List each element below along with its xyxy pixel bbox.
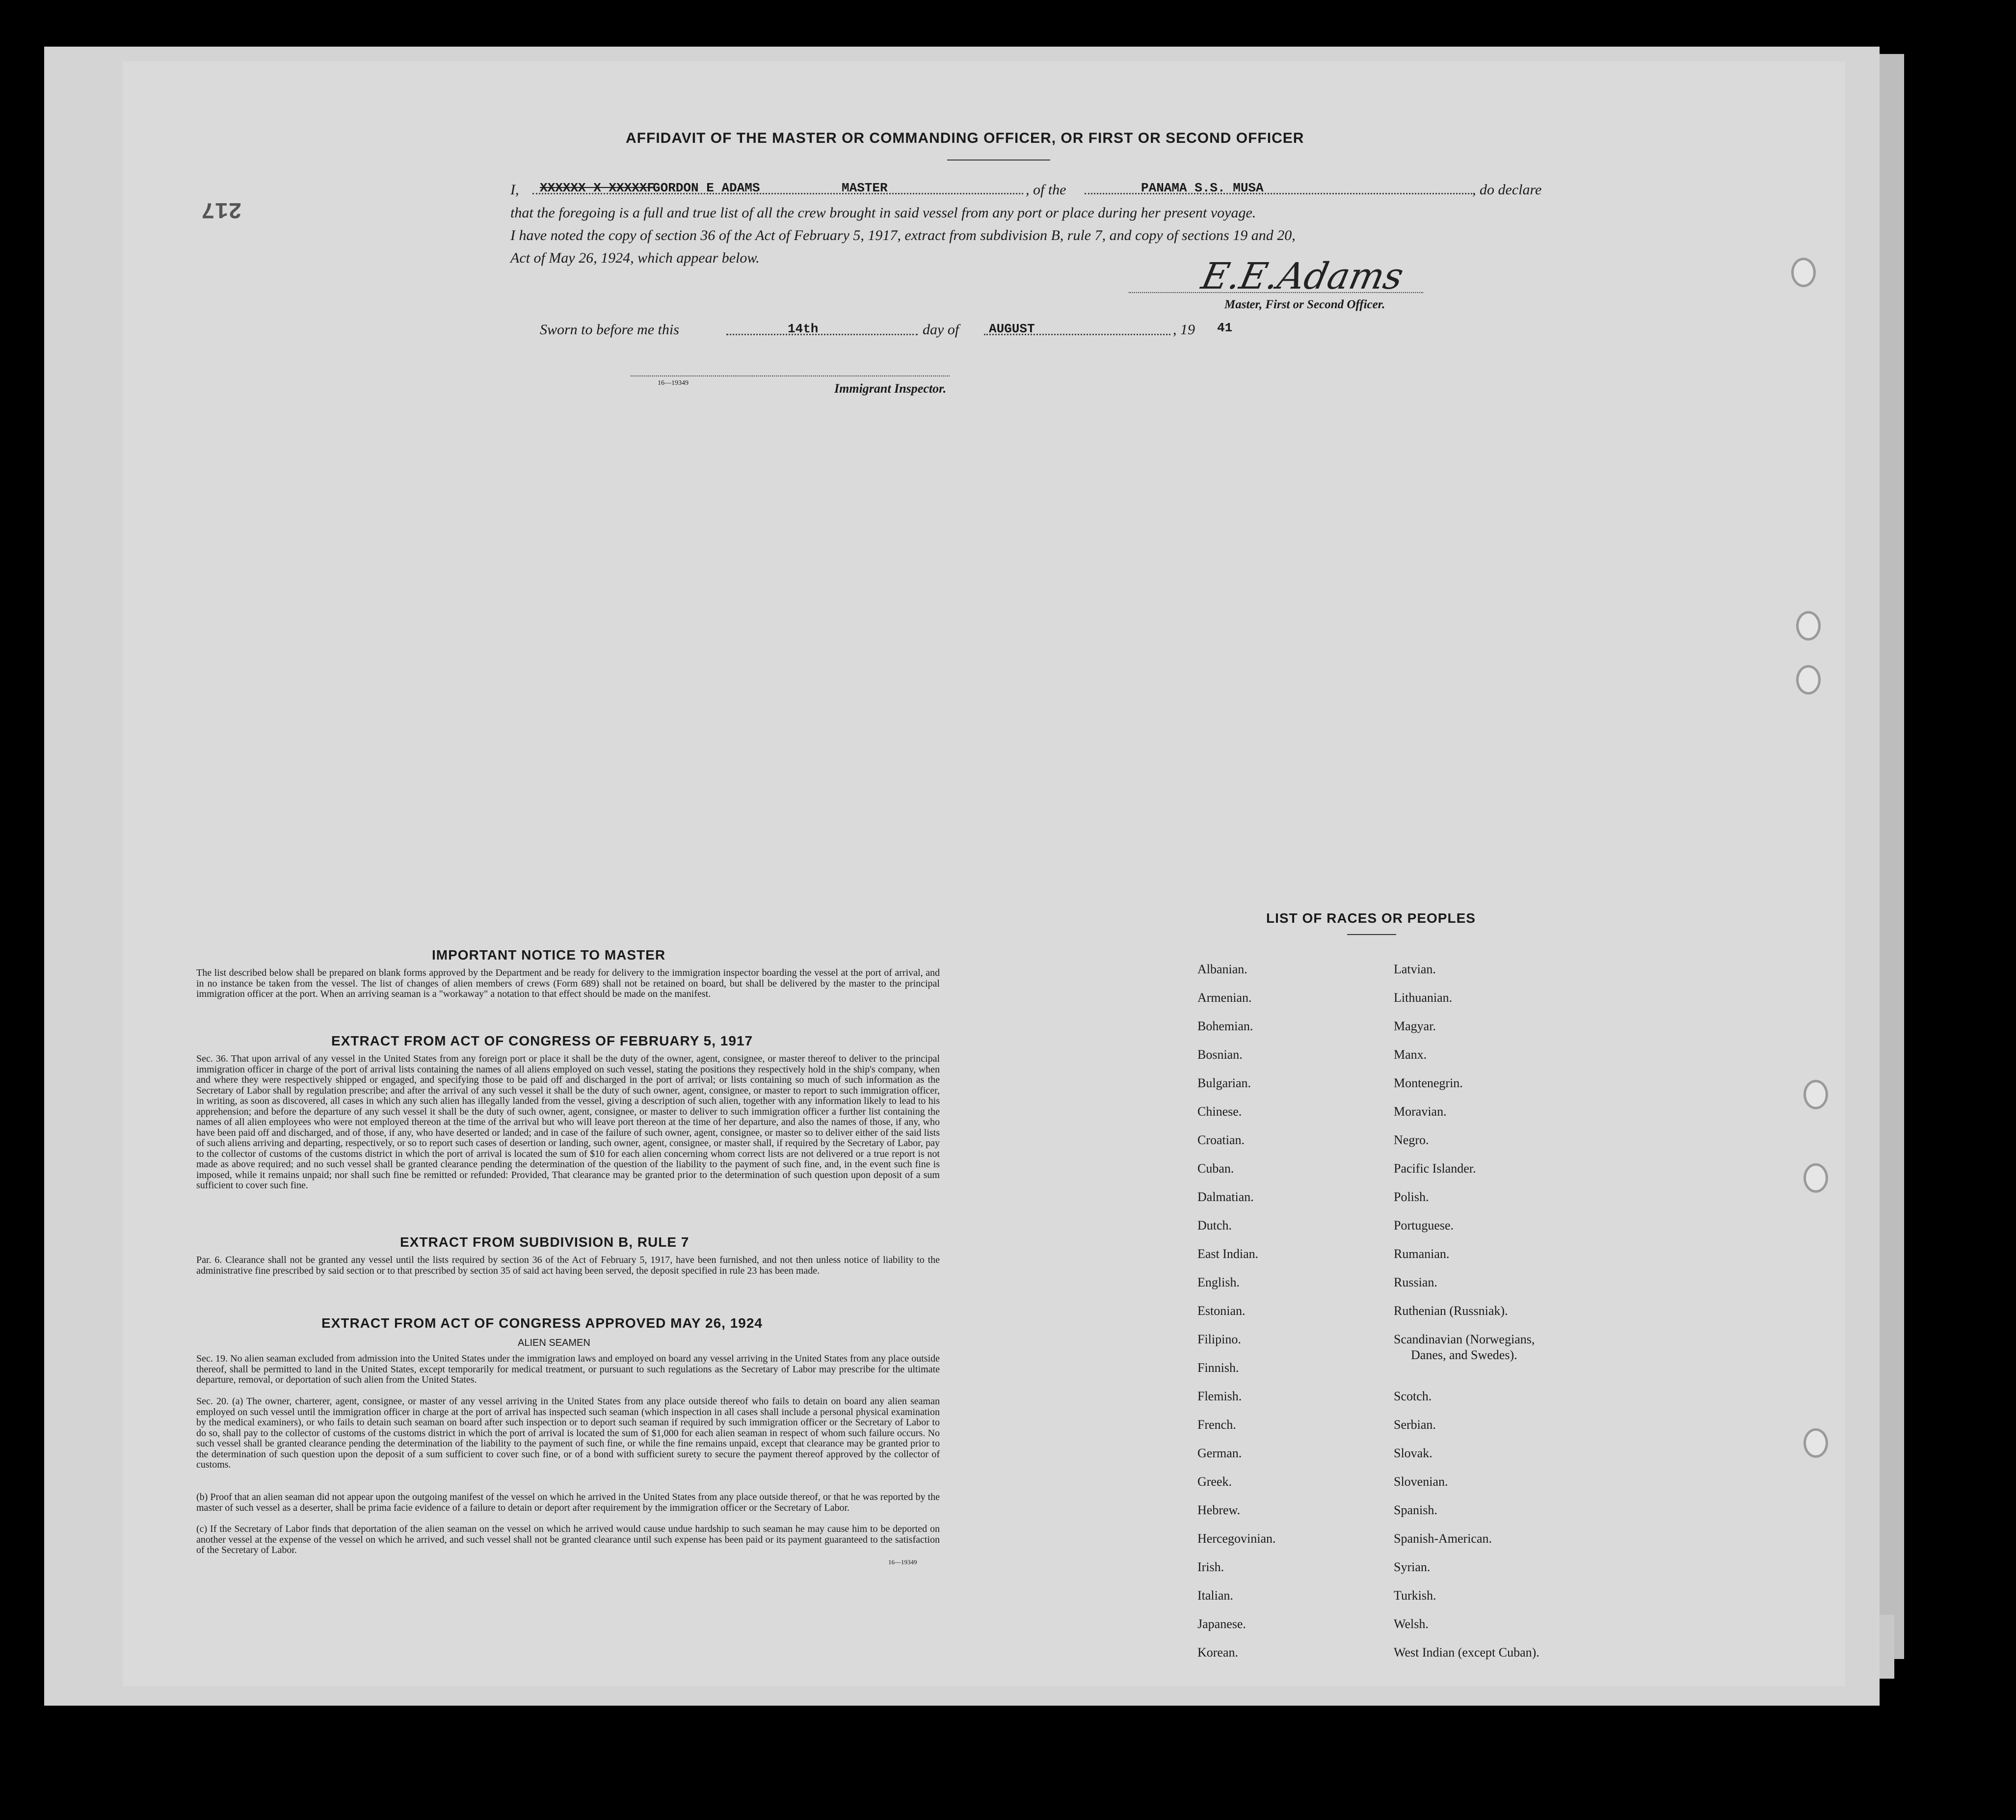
punch-ring <box>1804 1163 1828 1193</box>
race-item: Flemish. <box>1197 1389 1242 1403</box>
race-item: Irish. <box>1197 1560 1224 1574</box>
race-item: Dalmatian. <box>1197 1190 1254 1204</box>
race-item: Syrian. <box>1394 1560 1431 1574</box>
race-item: English. <box>1197 1275 1240 1289</box>
race-item: Filipino. <box>1197 1332 1241 1346</box>
sec19-text: Sec. 19. No alien seaman excluded from admission into the United States under the immigration laws and employed on board any vessel arriving in the United States from any place outside thereof, shall be permitted to land in the United States, except temporarily for medical treatment, or pursuant to such regulations as the Secretary of Labor may prescribe for the ultimate departure, removal, or deportation of such alien from the United States. <box>196 1353 940 1385</box>
race-item: Latvian. <box>1394 962 1436 976</box>
race-item: Bohemian. <box>1197 1019 1253 1033</box>
race-item: Lithuanian. <box>1394 990 1453 1005</box>
signature-line <box>1129 292 1423 293</box>
inspector-line <box>631 375 950 376</box>
race-item: Japanese. <box>1197 1617 1246 1631</box>
form-number: 16—19349 <box>658 379 689 387</box>
sec20c-text: (c) If the Secretary of Labor finds that deportation of the alien seaman on the vessel on which he arrived would cause undue hardship to such seaman he may cause him to be deported on another vessel at the expense of the vessel on which he arrived, and such vessel shall not be granted clearance until such expense has been paid or its payment guaranteed to the satisfaction of the Secretary of Labor. <box>196 1524 940 1555</box>
rule7-text: Par. 6. Clearance shall not be granted any vessel until the lists required by section 36 of the Act of February 5, 1917, have been furnished, and not then unless notice of liability to the administrative fine prescribed by said section or to that prescribed by section 35 of said act having been served, the deposit specified in rule 23 has been made. <box>196 1255 940 1276</box>
extract-1924-subtitle: ALIEN SEAMEN <box>518 1338 590 1348</box>
master-name-struck: XXXXXX X XXXXXF <box>540 181 655 195</box>
race-item: Negro. <box>1394 1133 1429 1147</box>
rule7-title: EXTRACT FROM SUBDIVISION B, RULE 7 <box>400 1234 690 1250</box>
affidavit-title: AFFIDAVIT OF THE MASTER OR COMMANDING OFFICER, OR FIRST OR SECOND OFFICER <box>626 130 1304 146</box>
race-item: Scandinavian (Norwegians, <box>1394 1332 1535 1346</box>
sworn-month: AUGUST <box>989 321 1035 336</box>
title-rule <box>947 160 1050 161</box>
race-item: Greek. <box>1197 1474 1232 1489</box>
race-item: Croatian. <box>1197 1133 1245 1147</box>
race-item: Chinese. <box>1197 1104 1242 1119</box>
master-title: MASTER <box>842 181 888 195</box>
sheet-body <box>123 61 1845 1686</box>
race-item: German. <box>1197 1446 1242 1460</box>
extract-1917-title: EXTRACT FROM ACT OF CONGRESS OF FEBRUARY 5, 1917 <box>331 1033 753 1048</box>
race-item: Estonian. <box>1197 1304 1246 1318</box>
race-item: Finnish. <box>1197 1361 1239 1375</box>
punch-ring <box>1791 258 1816 287</box>
race-item: Polish. <box>1394 1190 1429 1204</box>
race-item: Spanish-American. <box>1394 1531 1492 1546</box>
race-item: Korean. <box>1197 1645 1239 1659</box>
race-item-continued: Danes, and Swedes). <box>1411 1348 1517 1362</box>
race-item: Cuban. <box>1197 1161 1234 1176</box>
sec20a-text: Sec. 20. (a) The owner, charterer, agent, consignee, or master of any vessel arriving in the United States from any place outside thereof who fails to detain on board any alien seaman employed on such vessel until the immigration officer in charge at the port of arrival has inspected such seaman (which inspection in all cases shall include a personal physical examination by the medical examiners), or who fails to detain such seaman on board after such inspection or to deport such seaman if required by such immigration officer or the Secretary of Labor to do so, shall pay to the collector of customs of the customs district in which the port of arrival is located the sum of $1,000 for each alien seaman in respect of whom such failure occurs. No such vessel shall be granted clearance pending the determination of the liability to the payment of such fine, or while the fine remains unpaid, except that clearance may be granted prior to the determination of such question upon the deposit of a sum sufficient to cover such fine, or of a bond with sufficient surety to secure the payment thereof approved by the collector of customs. <box>196 1396 940 1470</box>
race-item: Albanian. <box>1197 962 1247 976</box>
races-title: LIST OF RACES OR PEOPLES <box>1266 910 1476 926</box>
declaration-line-4: Act of May 26, 1924, which appear below. <box>510 250 760 266</box>
signature-caption: Master, First or Second Officer. <box>1224 298 1385 311</box>
extract-1917-text: Sec. 36. That upon arrival of any vessel in the United States from any foreign port or place it shall be the duty of the owner, agent, consignee, or master thereof to deliver to the principal immigration officer in charge of the port of arrival lists containing the names of all aliens employed on such vessel, stating the positions they respectively hold in the ship's company, when and where they were respectively shipped or engaged, and specifying those to be paid off and discharged in the port of arrival; or lists containing so much of such information as the Secretary of Labor shall by regulation prescribe; and after the arrival of any such vessel it shall be the duty of such owner, agent, consignee, or master to report to such immigration officer, in writing, as soon as discovered, all cases in which any such alien has illegally landed from the vessel, giving a description of such alien, together with any information likely to lead to his apprehension; and before the departure of any such vessel it shall be the duty of such owner, agent, consignee, or master to deliver to such immigration officer a further list containing the names of all alien employees who were not employed thereon at the time of the arrival but who will leave port thereon at the time of her departure, and also the names of those, if any, who have been paid off and discharged, and of those, if any, who have deserted or landed; and in case of the failure of such owner, agent, consignee, or master so to deliver either of the said lists of such aliens arriving and departing, respectively, or so to report such cases of desertion or landing, such owner, agent, consignee, or master shall, if required by the Secretary of Labor, pay to the collector of customs of the customs district in which the port of arrival is located the sum of $10 for each alien concerning whom correct lists are not delivered or a true report is not made as above required; and no such vessel shall be granted clearance pending the determination of the question of the liability to the payment of such fine, and, in the event such fine is imposed, while it remains unpaid; nor shall such fine be remitted or refunded: Provided, That clearance may be granted prior to the determination of such question upon deposit of a sum sufficient to cover such fine. <box>196 1053 940 1191</box>
inspector-caption: Immigrant Inspector. <box>834 381 947 396</box>
declaration-line-2: that the foregoing is a full and true list of all the crew brought in said vessel from any port or place during her present voyage. <box>510 205 1256 221</box>
race-item: Spanish. <box>1394 1503 1437 1517</box>
race-item: Moravian. <box>1394 1104 1447 1119</box>
race-item: Turkish. <box>1394 1588 1436 1603</box>
race-item: Serbian. <box>1394 1418 1436 1432</box>
sworn-day: 14th <box>788 321 819 336</box>
punch-ring <box>1804 1428 1828 1458</box>
race-item: Dutch. <box>1197 1218 1232 1232</box>
race-item: West Indian (except Cuban). <box>1394 1645 1539 1659</box>
year-prefix: , 19 <box>1173 321 1195 338</box>
race-item: Portuguese. <box>1394 1218 1454 1232</box>
declarant-prefix: I, <box>510 182 519 198</box>
race-item: Bosnian. <box>1197 1047 1243 1062</box>
of-the-label: , of the <box>1026 182 1066 198</box>
punch-ring <box>1804 1080 1828 1109</box>
day-of-label: day of <box>923 321 959 338</box>
race-item: Slovenian. <box>1394 1474 1448 1489</box>
race-item: Ruthenian (Russniak). <box>1394 1304 1508 1318</box>
race-item: Hercegovinian. <box>1197 1531 1276 1546</box>
sworn-day-line <box>726 334 918 335</box>
race-item: Italian. <box>1197 1588 1233 1603</box>
notice-text: The list described below shall be prepared on blank forms approved by the Department and be ready for delivery to the immigration inspector boarding the vessel at the port of arrival, and in no instance be taken from the vessel. The list of changes of alien members of crews (Form 689) shall not be retained on board, but shall be delivered by the master to the principal immigration officer at the port. When an arriving seaman is a "workaway" a notation to that effect should be made on the manifest. <box>196 967 940 999</box>
master-name: GORDON E ADAMS <box>653 181 760 195</box>
affidavit-sheet <box>44 47 1880 1706</box>
race-item: Montenegrin. <box>1394 1076 1463 1090</box>
master-signature: E.E.Adams <box>1197 255 1407 297</box>
sec20b-text: (b) Proof that an alien seaman did not appear upon the outgoing manifest of the vessel on which he arrived in the United States from any place outside thereof, or that he was reported by the master of such vessel as a deserter, shall be prima facie evidence of a failure to detain or deport after requirement by the immigration officer or the Secretary of Labor. <box>196 1492 940 1513</box>
race-item: Scotch. <box>1394 1389 1432 1403</box>
race-item: Bulgarian. <box>1197 1076 1251 1090</box>
race-item: Magyar. <box>1394 1019 1436 1033</box>
do-declare-label: , do declare <box>1472 182 1542 198</box>
notice-title: IMPORTANT NOTICE TO MASTER <box>432 947 666 963</box>
race-item: French. <box>1197 1418 1236 1432</box>
race-item: Armenian. <box>1197 990 1252 1005</box>
race-item: Welsh. <box>1394 1617 1429 1631</box>
vessel-name: PANAMA S.S. MUSA <box>1141 181 1264 195</box>
race-item: Rumanian. <box>1394 1247 1450 1261</box>
footer-form-number: 16—19349 <box>888 1558 917 1566</box>
race-item: East Indian. <box>1197 1247 1259 1261</box>
race-item: Pacific Islander. <box>1394 1161 1476 1176</box>
punch-ring <box>1796 611 1821 641</box>
races-title-rule <box>1347 934 1396 935</box>
sworn-year: 41 <box>1217 321 1233 335</box>
race-item: Hebrew. <box>1197 1503 1241 1517</box>
declaration-line-3: I have noted the copy of section 36 of the Act of February 5, 1917, extract from subdivision B, rule 7, and copy of sections 19 and 20, <box>510 227 1296 243</box>
extract-1924-title: EXTRACT FROM ACT OF CONGRESS APPROVED MAY 26, 1924 <box>321 1315 763 1331</box>
punch-ring <box>1796 665 1821 695</box>
race-item: Manx. <box>1394 1047 1427 1062</box>
race-item: Slovak. <box>1394 1446 1432 1460</box>
race-item: Russian. <box>1394 1275 1437 1289</box>
sworn-prefix: Sworn to before me this <box>540 321 679 338</box>
stamp-number: 217 <box>201 196 242 222</box>
